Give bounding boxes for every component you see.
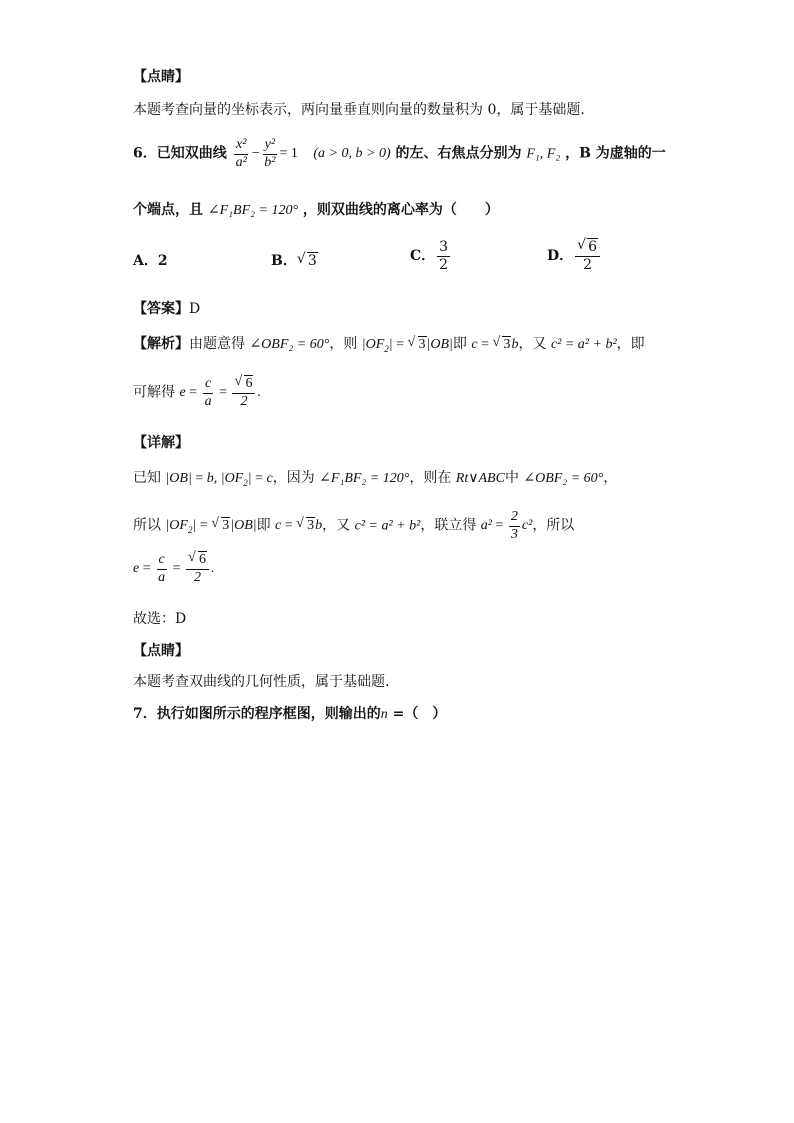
question-6-line-1 (133, 138, 666, 170)
option-a: A．2 (133, 253, 168, 269)
option-c: C． $\frac{3}{2}$ (410, 239, 449, 273)
option-b: B．√ 3 (271, 250, 318, 270)
insight-text-2: 本题考查双曲线的几何性质，属于基础题. (133, 674, 390, 690)
section-heading-insight-2: 【点睛】 (133, 643, 189, 659)
q6-tail: ，B 为虚轴的一 (565, 145, 666, 162)
detail-heading: 【详解】 (133, 435, 189, 451)
detail-line-2: 所以 $|OF_2|$ = √ 3|OB|即 c = √ 3b，又 c² = a² + b²，联立得 a² = $\frac{2}{3}$ c²，所以 (133, 510, 574, 542)
analysis-eq: c² = a² + b² (550, 337, 617, 352)
answer-tag: 【答案】 (133, 301, 189, 317)
question-7: 7．执行如图所示的程序框图，则输出的n =（ ） (133, 706, 447, 722)
hyperbola-equation: $\frac{\text{x²}}{\text{a²}}$ − $\frac{\text{y²}}{\text{b²}}$ = 1 (235, 137, 298, 170)
analysis-angle: ∠OBF₂ = 60° (249, 337, 330, 352)
q6-condition: (a > 0, b > 0) (313, 146, 391, 162)
analysis-relation: $|OF_2|$ = √ 3|OB| (362, 337, 453, 352)
detail-line-3 (133, 553, 215, 585)
detail-line-1: 已知 |OB| = b, $|OF_2| = c$，因为 ∠F₁BF₂ = 120°，则在 Rt∨ABC中 ∠OBF₂ = 60°， (133, 470, 618, 488)
q6-mid: 的左、右焦点分别为 (395, 145, 522, 162)
analysis-eccentricity: e = $\frac{c}{a}$ = √ $\frac{6}{2}$ . (179, 385, 261, 400)
q6-line2a: 个端点，且 (133, 202, 203, 218)
detail-eccentricity: e = $\frac{c}{a}$ = √ $\frac{6}{2}$ . (133, 561, 215, 576)
answer-line (133, 298, 200, 318)
insight-text-1: 本题考查向量的坐标表示，两向量垂直则向量的数量积为 0，属于基础题. (133, 102, 585, 118)
q6-lead: 6．已知双曲线 (133, 145, 227, 162)
analysis-c: c = √ 3b (471, 337, 518, 352)
detail-choose: 故选：D (133, 611, 187, 627)
detail-given: |OB| = b, $|OF_2| = c$ (165, 471, 273, 488)
analysis-line-1: 【解析】由题意得 ∠OBF₂ = 60°，则 $|OF_2|$ = √ 3|OB|即 c = √ 3b，又 c² = a² + b²，即 (133, 333, 645, 354)
analysis-line-2: 可解得 e = $\frac{c}{a}$ = √ $\frac{6}{2}$ . (133, 377, 261, 409)
section-heading-insight-1: 【点睛】 (133, 69, 189, 85)
analysis-tag: 【解析】 (133, 336, 189, 352)
option-d: D． √ $\frac{6}{2}$ (547, 240, 602, 272)
q6-line2b: ，则双曲线的离心率为（ ） (302, 202, 499, 218)
answer-value: D (189, 301, 201, 317)
q6-foci: F₁, F₂ (526, 146, 561, 162)
detail-a-squared: a² = $\frac{2}{3}$ c² (480, 509, 533, 542)
q6-angle: ∠F₁BF₂ = 120° (207, 203, 299, 218)
question-6-line-2 (133, 199, 499, 219)
